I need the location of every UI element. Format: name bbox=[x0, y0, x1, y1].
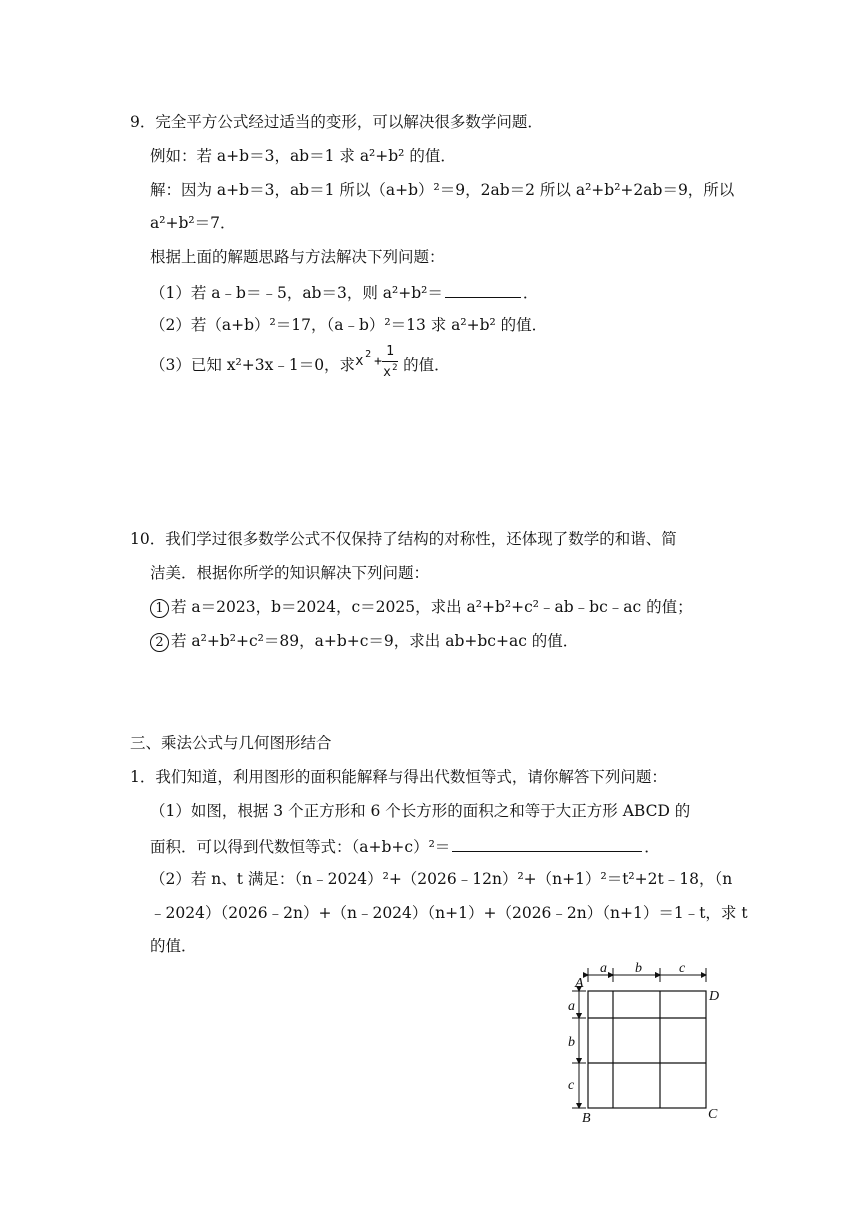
left-label-b: b bbox=[568, 1035, 575, 1050]
top-label-b: b bbox=[635, 962, 642, 976]
top-label-a: a bbox=[600, 962, 607, 976]
q9-part3-prefix: （3）已知 x²+3x﹣1＝0，求 bbox=[150, 356, 356, 374]
s3-q1-p1-line2-text: 面积．可以得到代数恒等式：（a+b+c）²＝ bbox=[150, 838, 451, 856]
q9-part2: （2）若（a+b）²＝17，（a﹣b）²＝13 求 a²+b² 的值． bbox=[150, 316, 548, 334]
frac-plus: + bbox=[374, 354, 382, 369]
answer-blank bbox=[445, 281, 521, 298]
q9-solution-line2: a²+b²＝7． bbox=[150, 214, 236, 232]
q10-heading-line2: 洁美．根据你所学的知识解决下列问题： bbox=[150, 564, 430, 582]
q9-heading: 9．完全平方公式经过适当的变形，可以解决很多数学问题． bbox=[130, 113, 543, 131]
left-label-c: c bbox=[568, 1078, 575, 1093]
s3-q1-p1-line1: （1）如图，根据 3 个正方形和 6 个长方形的面积之和等于大正方形 ABCD 的 bbox=[150, 802, 691, 820]
circled-two-marker: 2 bbox=[150, 633, 169, 652]
s3-q1-heading: 1．我们知道，利用图形的面积能解释与得出代数恒等式，请你解答下列问题： bbox=[130, 768, 667, 786]
left-label-a: a bbox=[568, 999, 575, 1014]
frac-numerator: 1 bbox=[386, 344, 394, 359]
q10-item1-text: 若 a＝2023，b＝2024，c＝2025，求出 a²+b²+c²﹣ab﹣bc﹣ac 的值； bbox=[171, 598, 693, 616]
q9-part1-text: （1）若 a﹣b＝﹣5，ab＝3，则 a²+b²＝ bbox=[150, 284, 443, 302]
q9-instruction: 根据上面的解题思路与方法解决下列问题： bbox=[150, 248, 445, 266]
corner-label-c: C bbox=[708, 1107, 718, 1122]
answer-blank bbox=[452, 835, 642, 852]
s3-q1-p2-line2: ﹣2024）（2026﹣2n）+（n﹣2024）（n+1）+（2026﹣2n）（n+1）＝1﹣t，求 t bbox=[150, 904, 748, 922]
grid bbox=[588, 991, 706, 1108]
corner-label-d: D bbox=[709, 989, 720, 1004]
section-title: 三、乘法公式与几何图形结合 bbox=[130, 734, 332, 752]
s3-q1-p2-line3: 的值． bbox=[150, 937, 197, 955]
q9-solution-line1: 解：因为 a+b＝3，ab＝1 所以（a+b）²＝9，2ab＝2 所以 a²+b²+2ab＝9，所以 bbox=[150, 181, 735, 199]
frac-base: x bbox=[355, 353, 364, 369]
square-abcd-figure bbox=[560, 962, 730, 1127]
q10-item2 bbox=[150, 631, 578, 652]
corner-label-b: B bbox=[582, 1111, 591, 1126]
circled-one-marker: 1 bbox=[150, 599, 169, 618]
s3-q1-p2-line1: （2）若 n、t 满足：（n﹣2024）²+（2026﹣12n）²+（n+1）²＝t²+2t﹣18，（n bbox=[150, 870, 733, 888]
q9-example: 例如：若 a+b＝3，ab＝1 求 a²+b² 的值． bbox=[150, 147, 456, 165]
frac-exp: 2 bbox=[365, 349, 372, 360]
q10-item1 bbox=[150, 597, 693, 618]
s3-q1-p1-line2: 面积．可以得到代数恒等式：（a+b+c）²＝ ． bbox=[150, 835, 660, 857]
fraction-expression bbox=[355, 344, 403, 380]
frac-den-exp: 2 bbox=[392, 363, 398, 373]
q9-part3-suffix: 的值． bbox=[403, 356, 450, 374]
top-label-c: c bbox=[679, 962, 686, 976]
q9-part3 bbox=[150, 344, 450, 380]
q9-part1: （1）若 a﹣b＝﹣5，ab＝3，则 a²+b²＝ ． bbox=[150, 281, 538, 303]
frac-denominator: x bbox=[383, 365, 391, 380]
corner-label-a: A bbox=[575, 976, 584, 991]
q10-item2-text: 若 a²+b²+c²＝89，a+b+c＝9，求出 ab+bc+ac 的值． bbox=[171, 632, 579, 650]
q10-heading-line1: 10．我们学过很多数学公式不仅保持了结构的对称性，还体现了数学的和谐、简 bbox=[130, 530, 677, 548]
